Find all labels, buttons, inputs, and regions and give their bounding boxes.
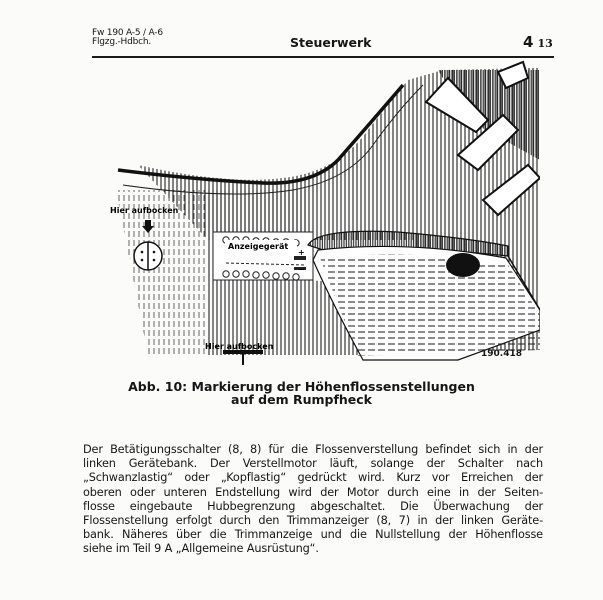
body-line: „Schwanzlastig“ oder „Kopflastig“ gedrückt wird. Kurz vor Erreichen der — [83, 471, 543, 485]
aircraft-model: Fw 190 A-5 / A-6 — [92, 28, 163, 38]
body-line: siehe im Teil 9 A „Allgemeine Ausrüstung“. — [83, 542, 319, 556]
caption-line-2: auf dem Rumpfheck — [231, 392, 372, 407]
manual-name: Flgzg.-Hdbch. — [92, 37, 152, 47]
page-number-value: 13 — [537, 37, 553, 50]
figure-caption — [0, 380, 603, 406]
section-title: Steuerwerk — [290, 35, 372, 50]
body-line: flosse eingebaute Hubbegrenzung abgeschaltet. Die Überwachung der — [83, 499, 543, 513]
label-indicator: Anzeigegerät — [228, 242, 289, 251]
body-line: linken Gerätebank. Der Verstellmotor läuft, solange der Schalter nach — [83, 457, 543, 471]
label-jack-point-top: Hier aufbocken — [110, 206, 179, 215]
body-line: Flossenstellung erfolgt durch den Trimmanzeiger (8, 7) in der linken Geräte- — [83, 514, 543, 528]
chapter-number: 4 — [523, 33, 534, 51]
page-number — [523, 32, 553, 51]
stabilizer-actuator-fairing — [446, 253, 480, 277]
header-rule — [92, 56, 554, 58]
jack-point-marker — [134, 242, 162, 270]
label-plus: + — [298, 248, 305, 257]
label-minus: − — [298, 265, 305, 274]
figure-number: 190.418 — [481, 349, 522, 359]
body-line: bank. Näheres über die Trimmanzeige und die Nullstellung der Höhenflosse — [83, 528, 543, 542]
body-line: Der Betätigungsschalter (8, 8) für die Flossenverstellung befindet sich in der — [83, 443, 543, 456]
label-jack-point-bottom: Hier aufbocken — [205, 342, 274, 351]
body-line: oberen oder unteren Endstellung wird der Motor durch eine in der Seiten- — [83, 485, 543, 499]
tail-illustration — [108, 60, 540, 365]
header-left — [92, 29, 163, 47]
body-paragraph — [83, 443, 543, 557]
caption-line-1: Abb. 10: Markierung der Höhenflossenstellungen — [128, 379, 475, 394]
